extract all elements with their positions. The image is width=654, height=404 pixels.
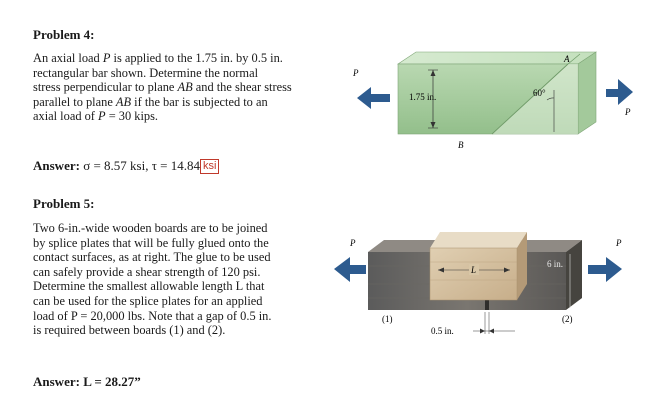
problem5-title: Problem 5:: [33, 196, 95, 211]
load-arrow-right-5: [588, 257, 622, 282]
board-end-face: [566, 240, 582, 310]
splice-plate-top: [430, 232, 527, 248]
problem5-answer: [33, 374, 141, 390]
problem4-line-4: parallel to plane AB if the bar is subjected to an: [33, 94, 268, 109]
ksi-badge[interactable]: ksi: [200, 159, 219, 174]
load-arrow-right: [606, 79, 633, 105]
load-left-label: P: [353, 68, 359, 78]
problem4-title: Problem 4:: [33, 27, 95, 42]
problem5-line-4: can safely provide a shear strength of 120 psi.: [33, 264, 261, 279]
width-label: 6 in.: [547, 259, 564, 269]
problem5-answer-value: L = 28.27”: [83, 374, 141, 389]
load-right-label-5: P: [616, 238, 622, 248]
problem4-answer-value: σ = 8.57 ksi, τ = 14.84: [83, 158, 201, 173]
point-a-label: A: [564, 54, 570, 64]
board2-label: (2): [562, 314, 573, 324]
point-b-label: B: [458, 140, 464, 150]
problem5-figure: [330, 222, 650, 342]
problem5-answer-label: Answer:: [33, 374, 80, 389]
problem4-answer-label: Answer:: [33, 158, 80, 173]
problem4-answer: [33, 158, 219, 174]
load-right-label: P: [625, 107, 631, 117]
bar-end-face: [578, 52, 596, 134]
problem4-figure: [340, 40, 650, 160]
length-label: L: [471, 265, 477, 275]
problem4-line-1: An axial load P is applied to the 1.75 in. by 0.5 in.: [33, 51, 283, 65]
problem4-line-2: rectangular bar shown. Determine the normal: [33, 65, 259, 80]
angle-label: 60°: [533, 88, 546, 98]
problem5-line-2: by splice plates that will be fully glued onto the: [33, 235, 269, 250]
dimension-label: 1.75 in.: [409, 92, 437, 102]
problem5-line-3: contact surfaces, as at right. The glue to be used: [33, 250, 271, 265]
problem5-statement: [33, 221, 353, 338]
gap-label: 0.5 in.: [431, 326, 454, 336]
problem5-line-5: Determine the smallest allowable length L that: [33, 279, 265, 294]
board1-label: (1): [382, 314, 393, 324]
problem5-line-6: can be used for the splice plates for an applied: [33, 293, 263, 308]
problem5-line-1: Two 6-in.-wide wooden boards are to be joined: [33, 221, 268, 235]
load-arrow-left-5: [334, 257, 366, 282]
problem5-line-8: is required between boards (1) and (2).: [33, 323, 226, 338]
load-left-label-5: P: [350, 238, 356, 248]
problem5-line-7: load of P = 20,000 lbs. Note that a gap of 0.5 in.: [33, 308, 272, 323]
problem4-line-3: stress perpendicular to plane AB and the shear stress: [33, 80, 292, 95]
problem4-line-5: axial load of P = 30 kips.: [33, 109, 159, 124]
problem4-statement: [33, 51, 353, 124]
load-arrow-left: [357, 87, 390, 109]
